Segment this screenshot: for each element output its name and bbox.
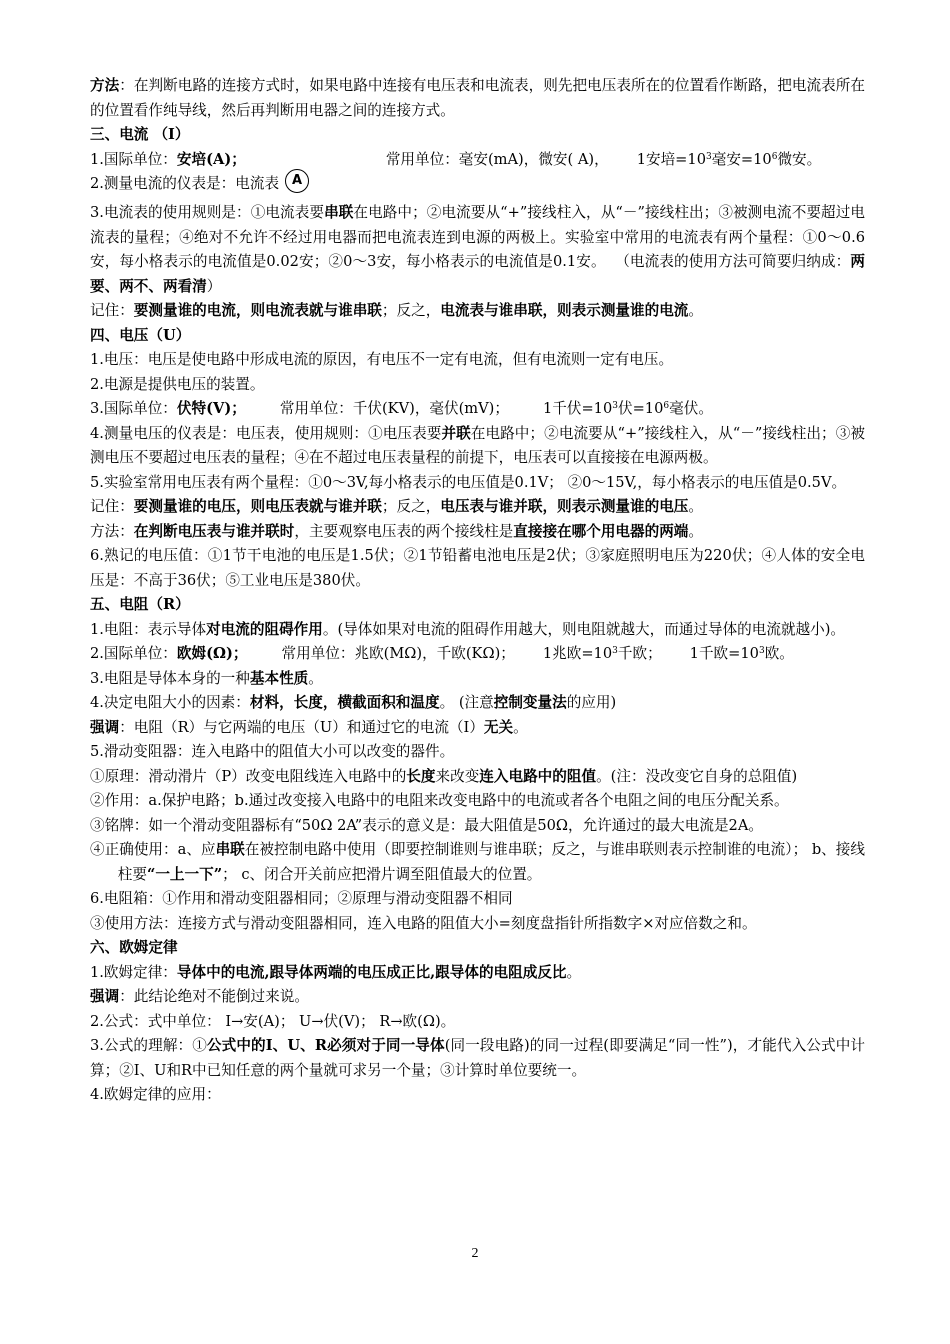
section-heading-resistance: 五、电阻（R） [90, 596, 190, 613]
page-number: 2 [471, 1246, 479, 1261]
current-meter-line: 2.测量电流的仪表是：电流表 A [90, 172, 865, 201]
rheostat-nameplate: ③铭牌：如一个滑动变阻器标有“50Ω 2A”表示的意义是：最大阻值是50Ω，允许通过的最大电流是2A。 [90, 816, 763, 834]
ohm-formula: 2.公式：式中单位： I→安(A)； U→伏(V)； R→欧(Ω)。 [90, 1012, 456, 1030]
resistance-stress: 强调：电阻（R）与它两端的电压（U）和通过它的电流（I）无关。 [90, 718, 528, 736]
voltage-p4: 4.测量电压的仪表是：电压表，使用规则：①电压表要并联在电路中；②电流要从“+”接线柱入，从“－”接线柱出；③被测电压不要超过电压表的量程；④在不超过电压表量程的前提下，电压表可以直接接在电源两极。 [90, 424, 865, 466]
document-page [90, 74, 865, 1108]
resistance-p4: 4.决定电阻大小的因素：材料，长度，横截面积和温度。 (注意控制变量法的应用) [90, 694, 617, 711]
voltage-p1: 1.电压：电压是使电路中形成电流的原因，有电压不一定有电流，但有电流则一定有电压。 [90, 351, 674, 368]
rheostat-principle: ①原理：滑动滑片（P）改变电阻线连入电路中的长度来改变连入电路中的阻值。(注：没改变它自身的总阻值) [90, 767, 798, 785]
voltage-p2: 2.电源是提供电压的装置。 [90, 375, 265, 393]
method-label: 方法 [90, 77, 120, 94]
voltage-unit-line: 3.国际单位：伏特(V)； 常用单位：千伏(KV)，毫伏(mV)； 1千伏$=10^3$伏$=10^6$毫伏。 [90, 400, 713, 417]
current-unit-line: 1.国际单位：安培(A)； 常用单位：毫安(mA)，微安( A)， 1安培$=10^3$毫安$=10^6$微安。 [90, 150, 822, 168]
ohm-understanding: 3.公式的理解：①公式中的I、U、R必须对于同一导体(同一段电路)的同一过程(即要满足“同一性”)，才能代入公式中计算；②I、U和R中已知任意的两个量就可求另一个量；③计算时单位要统一。 [90, 1037, 865, 1079]
section-heading-ohm: 六、欧姆定律 [90, 939, 178, 956]
resistance-box-usage: ③使用方法：连接方式与滑动变阻器相同，连入电路的阻值大小=刻度盘指针所指数字×对应倍数之和。 [90, 914, 757, 932]
voltage-method: 方法：在判断电压表与谁并联时，主要观察电压表的两个接线柱是直接接在哪个用电器的两端。 [90, 522, 704, 540]
voltage-p6: 6.熟记的电压值：①1节干电池的电压是1.5伏；②1节铅蓄电池电压是2伏；③家庭照明电压为220伏；④人体的安全电压是：不高于36伏；⑤工业电压是380伏。 [90, 547, 865, 589]
resistance-unit-line: 2.国际单位：欧姆(Ω)； 常用单位：兆欧(MΩ)，千欧(KΩ)； 1兆欧$=10^3$千欧； 1千欧$=10^3$欧。 [90, 645, 794, 662]
current-rules: 3.电流表的使用规则是：①电流表要串联在电路中；②电流要从“+”接线柱入，从“－”接线柱出；③被测电流不要超过电流表的量程；④绝对不允许不经过用电器而把电流表连到电源的两极上。实验室中常用的电流表有两个量程：①0～0.6安，每小格表示的电流值是0.02安；②0～3安，每小格表示的电流值是0.1安。 （电流表的使用方法可简要归纳成：两要、两不、两看清） [90, 204, 865, 295]
resistance-p3: 3.电阻是导体本身的一种基本性质。 [90, 669, 323, 687]
ohm-law: 1.欧姆定律：导体中的电流,跟导体两端的电压成正比,跟导体的电阻成反比。 [90, 963, 582, 981]
ohm-stress: 强调：此结论绝对不能倒过来说。 [90, 988, 309, 1005]
resistance-p5: 5.滑动变阻器：连入电路中的阻值大小可以改变的器件。 [90, 743, 455, 760]
rheostat-function: ②作用：a.保护电路；b.通过改变接入电路中的电阻来改变电路中的电流或者各个电阻之间的电压分配关系。 [90, 792, 789, 809]
section-heading-voltage: 四、电压（U） [90, 326, 191, 344]
resistance-box: 6.电阻箱：①作用和滑动变阻器相同；②原理与滑动变阻器不相同 [90, 890, 513, 907]
method-intro: 方法：在判断电路的连接方式时，如果电路中连接有电压表和电流表，则先把电压表所在的位置看作断路，把电流表所在的位置看作纯导线，然后再判断用电器之间的连接方式。 [90, 77, 865, 119]
voltage-remember: 记住：要测量谁的电压，则电压表就与谁并联；反之，电压表与谁并联，则表示测量谁的电压。 [90, 498, 704, 515]
ammeter-symbol-icon: A [285, 169, 309, 193]
section-heading-current: 三、电流 （I） [90, 126, 190, 143]
rheostat-usage: ④正确使用：a、应串联在被控制电路中使用（即要控制谁则与谁串联；反之，与谁串联则表示控制谁的电流）； b、接线柱要“一上一下”； c、闭合开关前应把滑片调至阻值最大的位置。 [90, 841, 865, 883]
voltage-p5: 5.实验室常用电压表有两个量程：①0～3V,每小格表示的电压值是0.1V； ②0～15V,，每小格表示的电压值是0.5V。 [90, 473, 847, 491]
ohm-application: 4.欧姆定律的应用： [90, 1086, 221, 1103]
resistance-p1: 1.电阻：表示导体对电流的阻碍作用。(导体如果对电流的阻碍作用越大，则电阻就越大，而通过导体的电流就越小)。 [90, 620, 846, 638]
current-remember: 记住：要测量谁的电流，则电流表就与谁串联；反之，电流表与谁串联，则表示测量谁的电流。 [90, 302, 704, 319]
